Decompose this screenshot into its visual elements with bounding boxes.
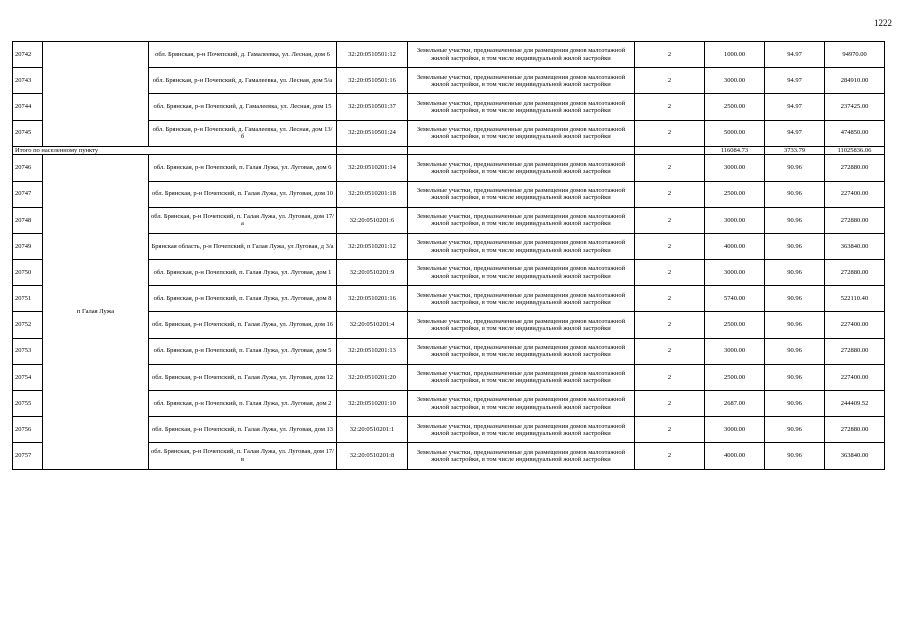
group-code: 2 <box>635 42 705 68</box>
address-cell: обл. Брянская, р-н Почепский, п. Галая Лужа, ул. Луговая, дом 10 <box>149 181 337 207</box>
rate-value: 90.96 <box>765 181 825 207</box>
area-value: 3000.00 <box>705 417 765 443</box>
area-value: 3000.00 <box>705 68 765 94</box>
cadastral-number: 32:20:0510201:6 <box>337 207 408 233</box>
table-row <box>13 155 885 181</box>
subtotal-empty-purpose <box>408 146 635 155</box>
address-cell: обл. Брянская, р-н Почепский, п. Галая Лужа, ул. Луговая, дом 13 <box>149 417 337 443</box>
group-code: 2 <box>635 338 705 364</box>
cadastral-number: 32:20:0510201:4 <box>337 312 408 338</box>
area-value: 1000.00 <box>705 42 765 68</box>
land-purpose: Земельные участки, предназначенные для размещения домов малоэтажной жилой застройки, в том числе индивидуальной жилой застройки <box>408 338 635 364</box>
land-purpose: Земельные участки, предназначенные для размещения домов малоэтажной жилой застройки, в том числе индивидуальной жилой застройки <box>408 207 635 233</box>
land-purpose: Земельные участки, предназначенные для размещения домов малоэтажной жилой застройки, в том числе индивидуальной жилой застройки <box>408 260 635 286</box>
cadastral-value: 474850.00 <box>825 120 885 146</box>
page-number: 1222 <box>874 18 892 28</box>
address-cell: обл. Брянская, р-н Почепский, п. Галая Лужа, ул. Луговая, дом 5 <box>149 338 337 364</box>
area-value: 5000.00 <box>705 120 765 146</box>
cadastral-value: 244409.52 <box>825 391 885 417</box>
address-cell: обл. Брянская, р-н Почепский, д. Гамалеевка, ул. Лесная, дом 5/а <box>149 68 337 94</box>
subtotal-empty-count <box>635 146 705 155</box>
cadastral-number: 32:20:0510501:12 <box>337 42 408 68</box>
land-purpose: Земельные участки, предназначенные для размещения домов малоэтажной жилой застройки, в том числе индивидуальной жилой застройки <box>408 233 635 259</box>
record-number: 20746 <box>13 155 43 181</box>
rate-value: 90.96 <box>765 417 825 443</box>
locality-cell <box>43 42 149 147</box>
cadastral-value: 272880.00 <box>825 338 885 364</box>
area-value: 3000.00 <box>705 338 765 364</box>
area-value: 2500.00 <box>705 94 765 120</box>
record-number: 20754 <box>13 364 43 390</box>
group-code: 2 <box>635 207 705 233</box>
record-number: 20751 <box>13 286 43 312</box>
cadastral-number: 32:20:0510201:13 <box>337 338 408 364</box>
area-value: 3000.00 <box>705 155 765 181</box>
cadastral-value: 94970.00 <box>825 42 885 68</box>
subtotal-area: 116084.73 <box>705 146 765 155</box>
record-number: 20743 <box>13 68 43 94</box>
group-code: 2 <box>635 181 705 207</box>
land-purpose: Земельные участки, предназначенные для размещения домов малоэтажной жилой застройки, в том числе индивидуальной жилой застройки <box>408 391 635 417</box>
land-purpose: Земельные участки, предназначенные для размещения домов малоэтажной жилой застройки, в том числе индивидуальной жилой застройки <box>408 181 635 207</box>
group-code: 2 <box>635 260 705 286</box>
record-number: 20757 <box>13 443 43 469</box>
cadastral-number: 32:20:0510201:18 <box>337 181 408 207</box>
cadastral-value: 227400.00 <box>825 364 885 390</box>
rate-value: 90.96 <box>765 312 825 338</box>
area-value: 3000.00 <box>705 260 765 286</box>
group-code: 2 <box>635 364 705 390</box>
rate-value: 94.97 <box>765 68 825 94</box>
cadastral-number: 32:20:0510201:14 <box>337 155 408 181</box>
rate-value: 90.96 <box>765 260 825 286</box>
land-purpose: Земельные участки, предназначенные для размещения домов малоэтажной жилой застройки, в том числе индивидуальной жилой застройки <box>408 286 635 312</box>
record-number: 20753 <box>13 338 43 364</box>
area-value: 2500.00 <box>705 312 765 338</box>
table-row <box>13 42 885 68</box>
cadastral-number: 32:20:0510201:10 <box>337 391 408 417</box>
land-purpose: Земельные участки, предназначенные для размещения домов малоэтажной жилой застройки, в том числе индивидуальной жилой застройки <box>408 94 635 120</box>
group-code: 2 <box>635 120 705 146</box>
land-purpose: Земельные участки, предназначенные для размещения домов малоэтажной жилой застройки, в том числе индивидуальной жилой застройки <box>408 443 635 469</box>
area-value: 4000.00 <box>705 443 765 469</box>
cadastral-value: 272880.00 <box>825 155 885 181</box>
group-code: 2 <box>635 417 705 443</box>
cadastral-value: 272880.00 <box>825 417 885 443</box>
land-purpose: Земельные участки, предназначенные для размещения домов малоэтажной жилой застройки, в том числе индивидуальной жилой застройки <box>408 42 635 68</box>
area-value: 2500.00 <box>705 181 765 207</box>
subtotal-rate: 3733.79 <box>765 146 825 155</box>
cadastral-number: 32:20:0510201:16 <box>337 286 408 312</box>
group-code: 2 <box>635 94 705 120</box>
cadastral-value: 227400.00 <box>825 181 885 207</box>
cadastral-number: 32:20:0510201:12 <box>337 233 408 259</box>
group-code: 2 <box>635 443 705 469</box>
rate-value: 94.97 <box>765 120 825 146</box>
group-code: 2 <box>635 312 705 338</box>
table-body-galaya-luzha <box>13 155 885 469</box>
cadastral-number: 32:20:0510201:9 <box>337 260 408 286</box>
cadastral-value: 272880.00 <box>825 260 885 286</box>
cadastral-number: 32:20:0510201:8 <box>337 443 408 469</box>
area-value: 2500.00 <box>705 364 765 390</box>
rate-value: 90.96 <box>765 338 825 364</box>
area-value: 4000.00 <box>705 233 765 259</box>
address-cell: обл. Брянская, р-н Почепский, п. Галая Лужа, ул. Луговая, дом 16 <box>149 312 337 338</box>
record-number: 20747 <box>13 181 43 207</box>
rate-value: 94.97 <box>765 94 825 120</box>
area-value: 2687.00 <box>705 391 765 417</box>
cadastral-number: 32:20:0510501:16 <box>337 68 408 94</box>
cadastral-number: 32:20:0510501:37 <box>337 94 408 120</box>
rate-value: 90.96 <box>765 207 825 233</box>
land-purpose: Земельные участки, предназначенные для размещения домов малоэтажной жилой застройки, в том числе индивидуальной жилой застройки <box>408 68 635 94</box>
land-purpose: Земельные участки, предназначенные для размещения домов малоэтажной жилой застройки, в том числе индивидуальной жилой застройки <box>408 312 635 338</box>
cadastral-value: 363840.00 <box>825 233 885 259</box>
land-registry-table <box>12 41 885 470</box>
address-cell: обл. Брянская, р-н Почепский, п. Галая Лужа, ул. Луговая, дом 17/в <box>149 443 337 469</box>
address-cell: обл. Брянская, р-н Почепский, п. Галая Лужа, ул. Луговая, дом 8 <box>149 286 337 312</box>
group-code: 2 <box>635 391 705 417</box>
table-body-subtotal <box>13 146 885 155</box>
cadastral-number: 32:20:0510201:20 <box>337 364 408 390</box>
rate-value: 94.97 <box>765 42 825 68</box>
subtotal-row <box>13 146 885 155</box>
cadastral-value: 284910.00 <box>825 68 885 94</box>
land-purpose: Земельные участки, предназначенные для размещения домов малоэтажной жилой застройки, в том числе индивидуальной жилой застройки <box>408 417 635 443</box>
record-number: 20750 <box>13 260 43 286</box>
cadastral-number: 32:20:0510201:1 <box>337 417 408 443</box>
cadastral-value: 363840.00 <box>825 443 885 469</box>
address-cell: обл. Брянская, р-н Почепский, д. Гамалеевка, ул. Лесная, дом 6 <box>149 42 337 68</box>
land-purpose: Земельные участки, предназначенные для размещения домов малоэтажной жилой застройки, в том числе индивидуальной жилой застройки <box>408 120 635 146</box>
cadastral-number: 32:20:0510501:24 <box>337 120 408 146</box>
record-number: 20744 <box>13 94 43 120</box>
record-number: 20752 <box>13 312 43 338</box>
group-code: 2 <box>635 68 705 94</box>
rate-value: 90.96 <box>765 364 825 390</box>
address-cell: обл. Брянская, р-н Почепский, п. Галая Лужа, ул. Луговая, дом 2 <box>149 391 337 417</box>
record-number: 20742 <box>13 42 43 68</box>
address-cell: обл. Брянская, р-н Почепский, п. Галая Лужа, ул. Луговая, дом 17/а <box>149 207 337 233</box>
address-cell: обл. Брянская, р-н Почепский, п. Галая Лужа, ул. Луговая, дом 12 <box>149 364 337 390</box>
subtotal-value: 11025836.06 <box>825 146 885 155</box>
rate-value: 90.96 <box>765 443 825 469</box>
locality-cell: п Галая Лужа <box>43 155 149 469</box>
record-number: 20748 <box>13 207 43 233</box>
address-cell: Брянская область, р-н Почепский, п Галая Лужа, ул Луговая, д 3/а <box>149 233 337 259</box>
address-cell: обл. Брянская, р-н Почепский, д. Гамалеевка, ул. Лесная, дом 15 <box>149 94 337 120</box>
area-value: 3000.00 <box>705 207 765 233</box>
group-code: 2 <box>635 286 705 312</box>
address-cell: обл. Брянская, р-н Почепский, д. Гамалеевка, ул. Лесная, дом 13/б <box>149 120 337 146</box>
subtotal-label: Итого по населенному пункту <box>13 146 337 155</box>
rate-value: 90.96 <box>765 286 825 312</box>
record-number: 20756 <box>13 417 43 443</box>
record-number: 20745 <box>13 120 43 146</box>
rate-value: 90.96 <box>765 155 825 181</box>
address-cell: обл. Брянская, р-н Почепский, п. Галая Лужа, ул. Луговая, дом 6 <box>149 155 337 181</box>
land-purpose: Земельные участки, предназначенные для размещения домов малоэтажной жилой застройки, в том числе индивидуальной жилой застройки <box>408 364 635 390</box>
cadastral-value: 227400.00 <box>825 312 885 338</box>
group-code: 2 <box>635 155 705 181</box>
address-cell: обл. Брянская, р-н Почепский, п. Галая Лужа, ул. Луговая, дом 1 <box>149 260 337 286</box>
record-number: 20749 <box>13 233 43 259</box>
group-code: 2 <box>635 233 705 259</box>
table-body-gamaleevka <box>13 42 885 147</box>
cadastral-value: 272880.00 <box>825 207 885 233</box>
area-value: 5740.00 <box>705 286 765 312</box>
cadastral-value: 237425.00 <box>825 94 885 120</box>
record-number: 20755 <box>13 391 43 417</box>
rate-value: 90.96 <box>765 391 825 417</box>
rate-value: 90.96 <box>765 233 825 259</box>
cadastral-value: 522110.40 <box>825 286 885 312</box>
land-purpose: Земельные участки, предназначенные для размещения домов малоэтажной жилой застройки, в том числе индивидуальной жилой застройки <box>408 155 635 181</box>
subtotal-empty-cadastral <box>337 146 408 155</box>
